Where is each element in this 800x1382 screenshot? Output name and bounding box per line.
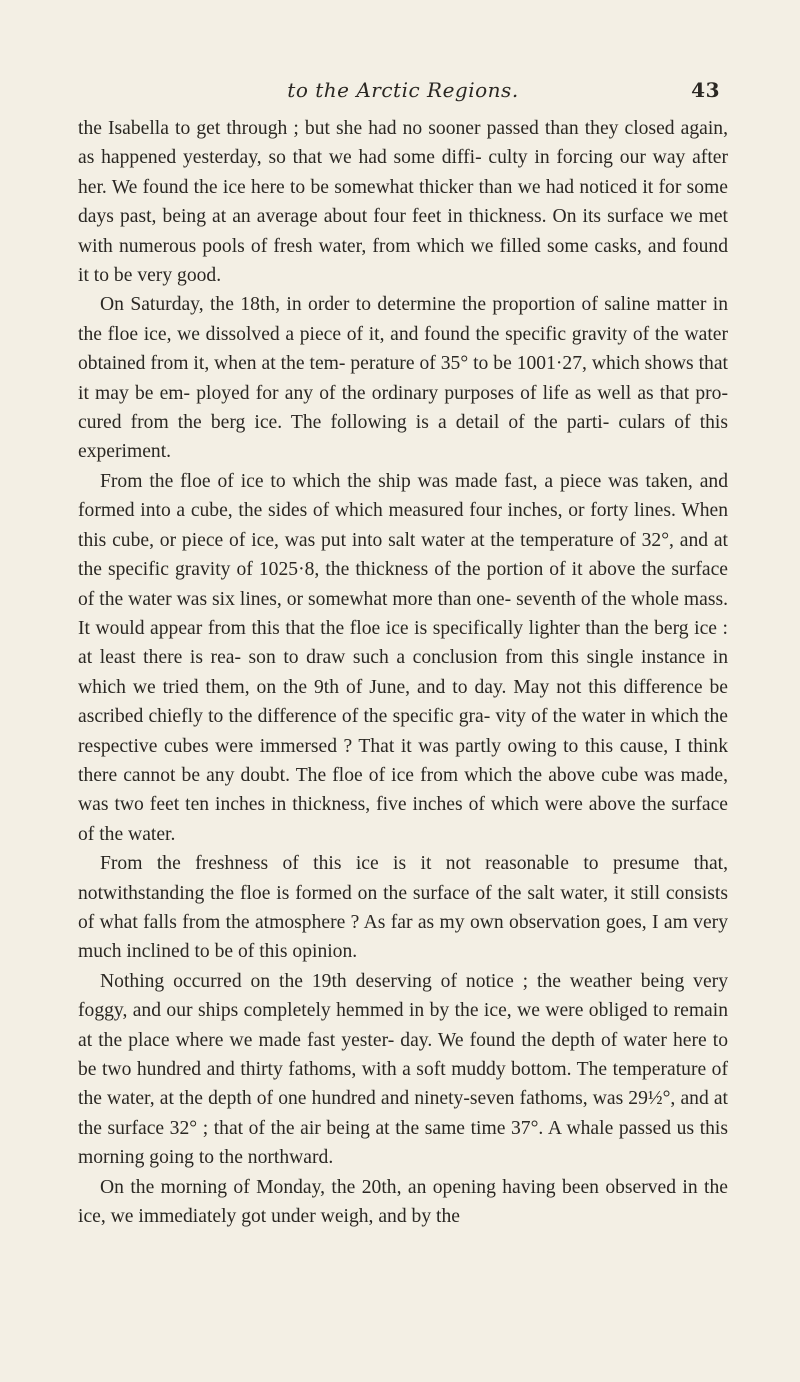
paragraph-4: From the freshness of this ice is it not reasonable to presume that, notwithstanding the floe is formed on the surface of the salt water, it still consists of what falls from the atmosphere ? As far as my own observation goes, I am very much inclined to be of this opinion.: [78, 853, 728, 963]
running-title: to the Arctic Regions.: [287, 78, 519, 102]
paragraph-1: the Isabella to get through ; but she had no sooner passed than they closed again, as happened yesterday, so that we had some diffi- culty in forcing our way after her. We found the ice here to be somewhat thicker than we had noticed it for some days past, being at an average about four feet in thickness. On its surface we met with numerous pools of fresh water, from which we filled some casks, and found it to be very good.: [78, 118, 728, 287]
page-number: 43: [691, 78, 720, 102]
running-head: [78, 78, 728, 114]
paragraph-6: On the morning of Monday, the 20th, an opening having been observed in the ice, we immediately got under weigh, and by the: [78, 1176, 728, 1228]
paragraph-2: On Saturday, the 18th, in order to determine the proportion of saline matter in the floe ice, we dissolved a piece of it, and found the specific gravity of the water obtained from it, when at the tem- perature of 35° to be 1001·27, which shows that it may be em- ployed for any of the ordinary purposes of life as well as that pro- cured from the berg ice. The following is a detail of the parti- culars of this experiment.: [78, 294, 728, 463]
paragraph-3: From the floe of ice to which the ship was made fast, a piece was taken, and formed into a cube, the sides of which measured four inches, or forty lines. When this cube, or piece of ice, was put into salt water at the temperature of 32°, and at the specific gravity of 1025·8, the thickness of the portion of it above the surface of the water was six lines, or somewhat more than one- seventh of the whole mass. It would appear from this that the floe ice is specifically lighter than the berg ice : at least there is rea- son to draw such a conclusion from this single instance in which we tried them, on the 9th of June, and to day. May not this difference be ascribed chiefly to the difference of the specific gra- vity of the water in which the respective cubes were immersed ? That it was partly owing to this cause, I think there cannot be any doubt. The floe of ice from which the above cube was made, was two feet ten inches in thickness, five inches of which were above the surface of the water.: [78, 470, 728, 845]
paragraph-5: Nothing occurred on the 19th deserving of notice ; the weather being very foggy, and our ships completely hemmed in by the ice, we were obliged to remain at the place where we made fast yester- day. We found the depth of water here to be two hundred and thirty fathoms, with a soft muddy bottom. The temperature of the water, at the depth of one hundred and ninety-seven fathoms, was 29½°, and at the surface 32° ; that of the air being at the same time 37°. A whale passed us this morning going to the northward.: [78, 970, 728, 1169]
body-text: [78, 114, 728, 1231]
